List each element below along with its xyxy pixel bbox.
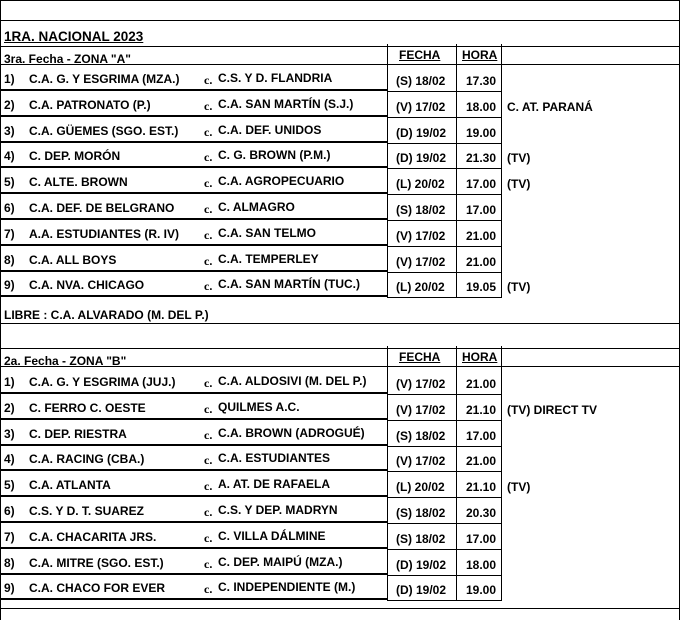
col-fecha-header: FECHA [399,350,441,364]
match-time: 18.00 [466,557,497,572]
match-number: 6) [4,504,15,518]
match-date: (L) 20/02 [396,177,445,192]
match-number: 6) [4,201,15,215]
away-team: A. AT. DE RAFAELA [218,477,331,492]
col-fecha-header: FECHA [399,48,441,62]
row-underline [0,89,387,91]
away-team: C.A. SAN MARTÍN (S.J.) [218,96,354,111]
match-date: (L) 20/02 [396,280,445,295]
away-team: C.A. ESTUDIANTES [218,451,331,466]
match-number: 8) [4,555,15,570]
versus-mark: c. [204,73,213,87]
row-underline [0,141,387,143]
match-number: 3) [4,123,15,138]
home-team: C. ALTE. BROWN [29,175,128,190]
row-underline [0,244,387,246]
match-number: 9) [4,278,15,293]
row-rule [387,471,501,472]
row-rule [387,117,501,118]
match-time: 20.30 [466,506,497,520]
match-number: 4) [4,452,15,467]
match-time: 17.00 [466,203,497,217]
away-team: C. G. BROWN (P.M.) [218,148,331,163]
column-rule [456,346,457,601]
row-underline [0,295,387,297]
away-team: C.S. Y DEP. MADRYN [218,503,338,517]
away-team: C.A. ALDOSIVI (M. DEL P.) [218,374,367,388]
match-date: (V) 17/02 [396,99,446,114]
column-rule [501,44,502,298]
column-rule [387,346,388,601]
zone-heading: 3ra. Fecha - ZONA "A" [4,52,131,66]
home-team: C.A. MITRE (SGO. EST.) [29,555,164,570]
match-number: 2) [4,400,15,415]
column-rule [456,44,457,298]
versus-mark: c. [204,401,213,416]
versus-mark: c. [204,556,213,571]
home-team: C.A. ALL BOYS [29,252,117,267]
home-team: C.A. CHACARITA JRS. [29,529,157,544]
row-underline [0,166,387,168]
row-underline [0,598,387,600]
row-rule [0,0,680,1]
away-team: C. INDEPENDIENTE (M.) [218,580,356,595]
row-rule [387,446,501,447]
match-number: 9) [4,581,15,596]
home-team: C.A. DEF. DE BELGRANO [29,201,175,215]
row-underline [0,547,387,549]
row-underline [0,521,387,523]
row-rule [387,194,501,195]
row-underline [0,192,387,194]
column-rule [501,346,502,601]
versus-mark: c. [204,582,213,597]
match-note: (TV) DIRECT TV [507,402,597,417]
away-team: C.A. BROWN (ADROGUÉ) [218,425,365,440]
match-date: (L) 20/02 [396,480,445,495]
row-underline [0,270,387,272]
match-time: 17.00 [466,531,497,546]
match-time: 17.30 [466,74,497,88]
home-team: C.A. PATRONATO (P.) [29,97,151,112]
versus-mark: c. [204,150,213,165]
away-team: C. DEP. MAIPÚ (MZA.) [218,554,343,569]
match-date: (V) 17/02 [396,402,446,417]
home-team: C.A. G. Y ESGRIMA (JUJ.) [29,375,176,389]
row-rule [387,497,501,498]
match-number: 2) [4,97,15,112]
home-team: C.A. GÜEMES (SGO. EST.) [29,123,179,138]
match-time: 19.05 [466,280,497,295]
home-team: C.S. Y D. T. SUAREZ [29,504,144,518]
versus-mark: c. [204,505,213,519]
away-team: C.A. SAN MARTÍN (TUC.) [218,277,360,292]
match-date: (D) 19/02 [396,583,447,598]
match-date: (D) 19/02 [396,151,447,166]
versus-mark: c. [204,176,213,191]
row-rule [0,46,680,47]
row-underline [0,573,387,575]
versus-mark: c. [204,376,213,390]
versus-mark: c. [204,279,213,294]
match-date: (V) 17/02 [396,254,446,269]
match-date: (S) 18/02 [396,203,446,217]
match-time: 21.10 [466,402,497,417]
match-time: 21.30 [466,151,497,166]
match-time: 17.00 [466,428,497,443]
versus-mark: c. [204,253,213,268]
match-number: 7) [4,529,15,544]
row-rule [0,608,680,609]
page-title: 1RA. NACIONAL 2023 [4,29,144,44]
away-team: C.S. Y D. FLANDRIA [218,71,333,85]
row-rule [387,168,501,169]
match-number: 3) [4,426,15,441]
column-rule [387,44,388,298]
away-team: C.A. TEMPERLEY [218,251,319,266]
match-time: 21.00 [466,228,497,243]
row-rule [0,348,680,349]
versus-mark: c. [204,530,213,545]
match-time: 21.10 [466,480,497,495]
away-team: C. VILLA DÁLMINE [218,528,326,543]
match-note: C. AT. PARANÁ [507,99,593,114]
row-underline [0,469,387,471]
match-date: (D) 19/02 [396,557,447,572]
match-time: 21.00 [466,377,497,391]
home-team: C. DEP. MORÓN [29,149,121,164]
match-date: (V) 17/02 [396,228,446,243]
match-time: 17.00 [466,177,497,192]
match-date: (S) 18/02 [396,74,446,88]
home-team: C. DEP. RIESTRA [29,426,127,441]
match-note: (TV) [507,177,531,192]
row-rule [387,246,501,247]
home-team: C. FERRO C. OESTE [29,400,146,415]
match-date: (S) 18/02 [396,428,446,443]
row-underline [0,392,387,394]
row-rule [387,420,501,421]
away-team: C.A. DEF. UNIDOS [218,122,322,137]
match-number: 5) [4,175,15,190]
versus-mark: c. [204,427,213,442]
versus-mark: c. [204,227,213,242]
versus-mark: c. [204,202,213,216]
row-rule [387,394,501,395]
versus-mark: c. [204,453,213,468]
row-underline [0,218,387,220]
match-date: (S) 18/02 [396,506,446,520]
home-team: C.A. NVA. CHICAGO [29,278,145,293]
match-time: 19.00 [466,125,497,140]
home-team: C.A. RACING (CBA.) [29,452,145,467]
away-team: QUILMES A.C. [218,399,300,414]
match-number: 5) [4,478,15,493]
match-number: 1) [4,375,15,389]
match-time: 18.00 [466,99,497,114]
row-rule [387,549,501,550]
libre-line: LIBRE : C.A. ALVARADO (M. DEL P.) [4,308,209,322]
versus-mark: c. [204,479,213,494]
match-time: 19.00 [466,583,497,598]
match-note: (TV) [507,480,531,495]
zone-heading: 2a. Fecha - ZONA "B" [4,354,127,368]
match-date: (S) 18/02 [396,531,446,546]
away-team: C.A. SAN TELMO [218,225,316,240]
home-team: C.A. G. Y ESGRIMA (MZA.) [29,72,180,86]
away-team: C.A. AGROPECUARIO [218,174,345,189]
col-hora-header: HORA [462,48,498,62]
match-date: (D) 19/02 [396,125,447,140]
row-rule [387,91,501,92]
col-hora-header: HORA [462,350,498,364]
column-rule [0,0,1,620]
away-team: C. ALMAGRO [218,200,295,214]
match-number: 4) [4,149,15,164]
row-underline [0,418,387,420]
versus-mark: c. [204,98,213,113]
row-underline [0,444,387,446]
match-note: (TV) [507,151,531,166]
match-number: 1) [4,72,15,86]
match-date: (V) 17/02 [396,377,446,391]
row-rule [387,297,501,298]
row-rule [387,220,501,221]
row-rule [0,20,680,21]
versus-mark: c. [204,124,213,139]
match-date: (V) 17/02 [396,454,446,469]
row-rule [387,523,501,524]
match-time: 21.00 [466,254,497,269]
row-rule [0,323,680,324]
home-team: A.A. ESTUDIANTES (R. IV) [29,226,180,241]
match-time: 21.00 [466,454,497,469]
match-number: 8) [4,252,15,267]
home-team: C.A. CHACO FOR EVER [29,581,166,596]
row-rule [387,143,501,144]
row-underline [0,115,387,117]
row-underline [0,495,387,497]
row-rule [387,600,501,601]
row-rule [387,272,501,273]
match-note: (TV) [507,280,531,295]
match-number: 7) [4,226,15,241]
home-team: C.A. ATLANTA [29,478,111,493]
row-rule [387,575,501,576]
